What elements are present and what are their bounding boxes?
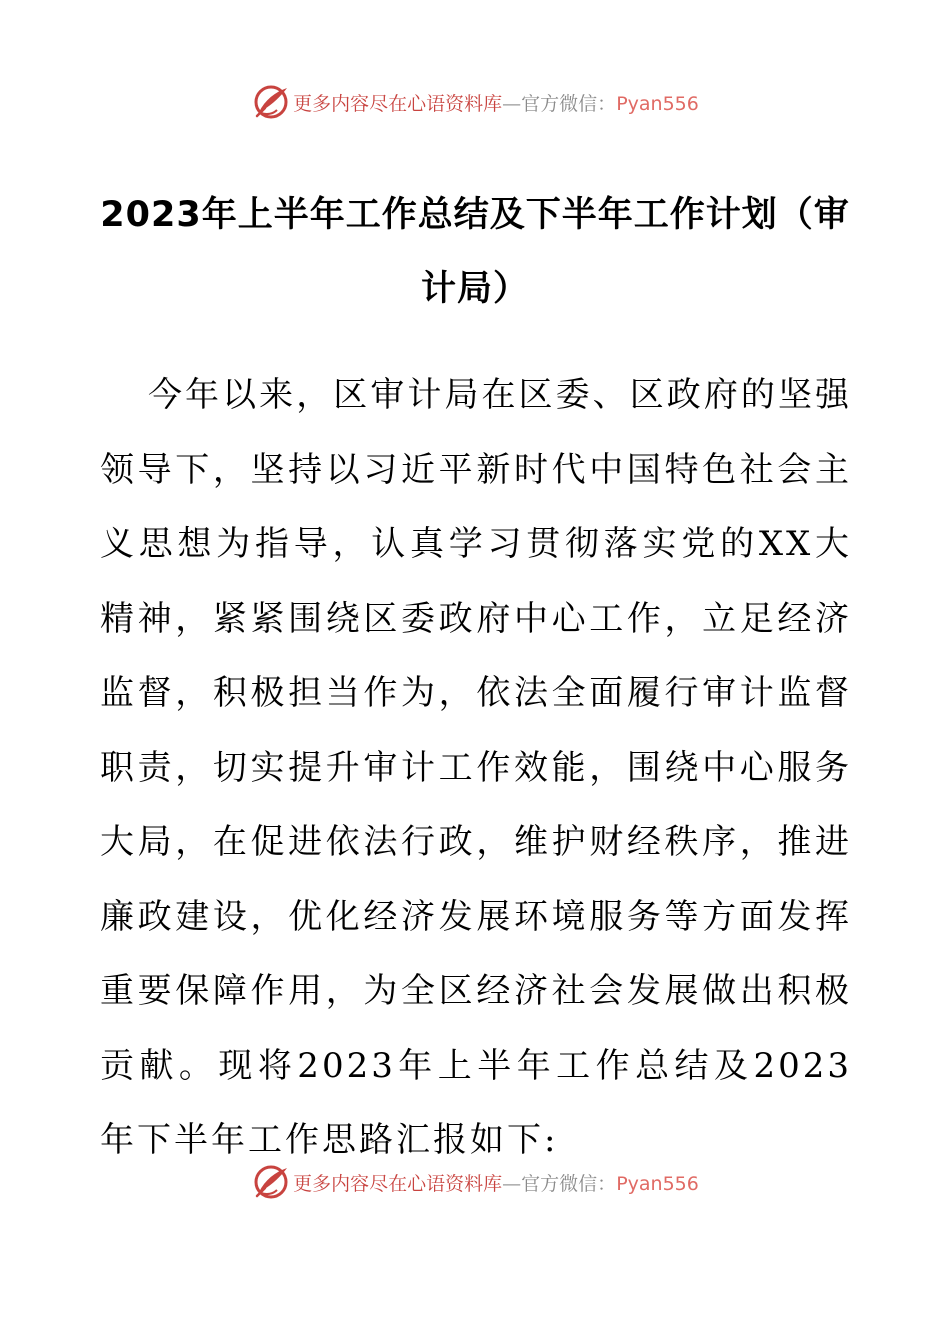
quill-pen-logo-icon	[251, 1162, 291, 1202]
footer-watermark	[0, 1160, 950, 1204]
body-paragraph: 今年以来，区审计局在区委、区政府的坚强领导下，坚持以习近平新时代中国特色社会主义思想为指导，认真学习贯彻落实党的XX大精神，紧紧围绕区委政府中心工作，立足经济监督，积极担当作为，依法全面履行审计监督职责，切实提升审计工作效能，围绕中心服务大局，在促进依法行政，维护财经秩序，推进廉政建设，优化经济发展环境服务等方面发挥重要保障作用，为全区经济社会发展做出积极贡献。现将2023年上半年工作总结及2023年下半年工作思路汇报如下:	[100, 375, 852, 1160]
header-watermark	[0, 80, 950, 124]
document-title: 2023年上半年工作总结及下半年工作计划（审计局）	[100, 195, 850, 309]
watermark-text: 更多内容尽在心语资料库—官方微信：Pyan556	[293, 92, 699, 115]
quill-pen-logo-icon	[251, 82, 291, 122]
watermark-text: 更多内容尽在心语资料库—官方微信：Pyan556	[293, 1172, 699, 1195]
